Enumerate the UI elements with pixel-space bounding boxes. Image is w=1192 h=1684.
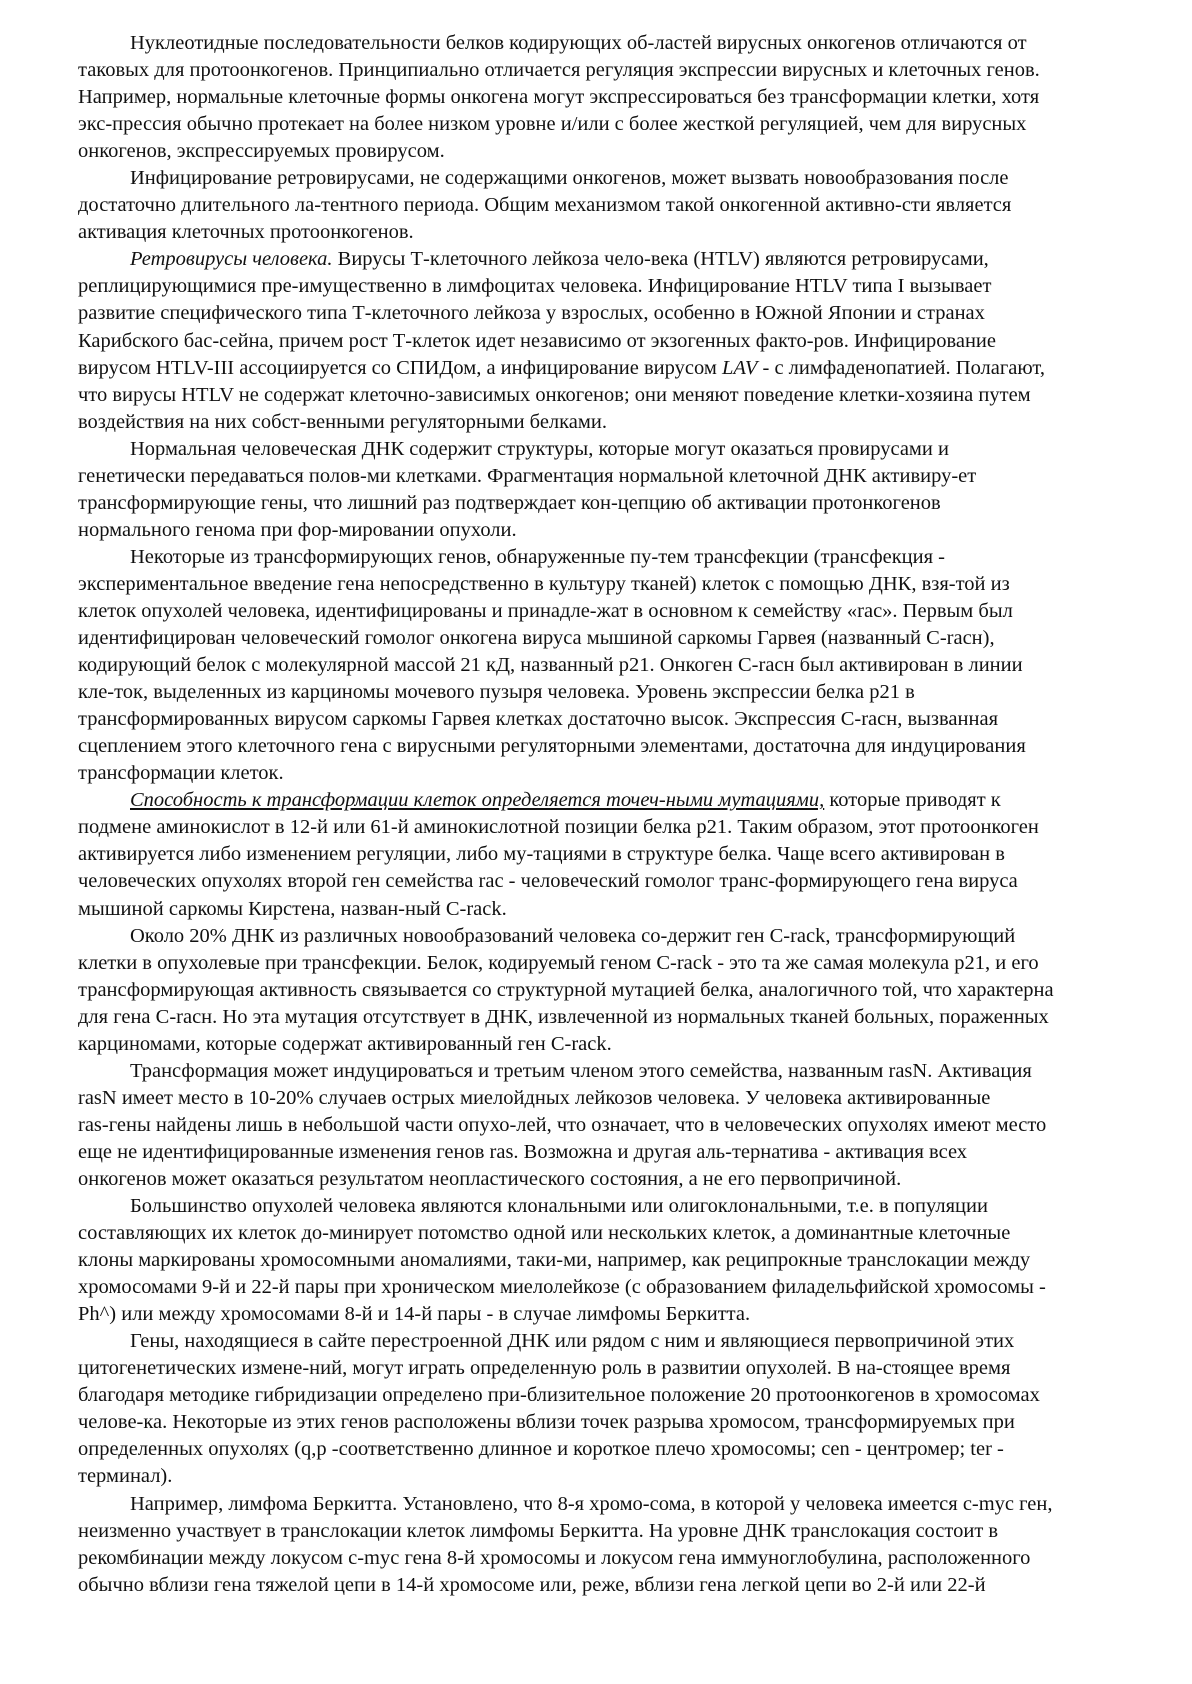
text-line: активация клеточных протоонкогенов. — [78, 221, 414, 244]
text-line: еще не идентифицированные изменения генов ras. Возможна и другая аль-тернатива - активация всех — [78, 1140, 968, 1163]
text-line: Некоторые из трансформирующих генов, обнаруженные пу-тем трансфекции (трансфекция - — [130, 545, 946, 568]
section-lead-italic: Ретровирусы человека. — [130, 248, 333, 271]
text-line: Например, лимфома Беркитта. Установлено, что 8-я хромо-сома, в которой у человека имеется c-myc ген, — [130, 1492, 1053, 1515]
text-fragment: вирусом HTLV-III ассоциируется со СПИДом, а инфицирование вирусом — [78, 356, 722, 379]
text-line: экспериментальное введение гена непосредственно в культуру тканей) клеток с помощью ДНК, взя-той из — [78, 572, 1010, 595]
text-line: терминал). — [78, 1465, 173, 1488]
text-line: реплицирующимися пре-имущественно в лимфоцитах человека. Инфицирование HTLV типа I вызывает — [78, 275, 992, 298]
text-line: Большинство опухолей человека являются клональными или олигоклональными, т.е. в популяции — [130, 1195, 988, 1218]
text-line: человеческих опухолях второй ген семейства rac - человеческий гомолог транс-формирующего гена вируса — [78, 870, 1018, 893]
text-line: цитогенетических измене-ний, могут играть определенную роль в развитии опухолей. В на-стоящее время — [78, 1357, 1011, 1380]
text-line: Ph^) или между хромосомами 8-й и 14-й пары - в случае лимфомы Беркитта. — [78, 1303, 751, 1326]
text-line: благодаря методике гибридизации определено при-близительное положение 20 протоонкогенов в хромосомах — [78, 1384, 1040, 1407]
paragraph-5 — [78, 544, 1160, 787]
text-line: что вирусы HTLV не содержат клеточно-зависимых онкогенов; они меняют поведение клетки-хозяина путем — [78, 383, 1031, 406]
text-line — [78, 246, 1160, 273]
text-line: rasN имеет место в 10-20% случаев острых миелойдных лейкозов человека. У человека активированные — [78, 1086, 991, 1109]
text-line: хромосомами 9-й и 22-й пары при хроническом миелолейкозе (с образованием филадельфийской хромосомы - — [78, 1276, 1046, 1299]
text-line: генетически передаваться полов-ми клетками. Фрагментация нормальной клеточной ДНК активиру-ет — [78, 464, 977, 487]
paragraph-9 — [78, 1193, 1160, 1328]
text-line: воздействия на них собст-венными регуляторными белками. — [78, 410, 607, 433]
text-line — [78, 787, 1160, 814]
text-line: онкогенов может оказаться результатом неопластического состояния, а не его первопричиной. — [78, 1167, 902, 1190]
text-line: Инфицирование ретровирусами, не содержащими онкогенов, может вызвать новообразования после — [130, 167, 1009, 190]
text-line: Гены, находящиеся в сайте перестроенной ДНК или рядом с ним и являющиеся первопричиной этих — [130, 1330, 1015, 1353]
text-line: таковых для протоонкогенов. Принципиально отличается регуляция экспрессии вирусных и клеточных генов. — [78, 59, 1040, 82]
text-line: мышиной саркомы Кирстена, назван-ный C-rack. — [78, 897, 507, 920]
text-line: достаточно длительного ла-тентного периода. Общим механизмом такой онкогенной активно-сти является — [78, 194, 1012, 217]
paragraph-2 — [78, 165, 1160, 246]
text-line: карциномами, которые содержат активированный ген C-rack. — [78, 1032, 612, 1055]
paragraph-11 — [78, 1491, 1160, 1599]
text-fragment: - с лимфаденопатией. Полагают, — [757, 356, 1045, 379]
section-lead-italic-underlined: Способность к трансформации клеток определяется точеч-ными мутациями, — [130, 789, 825, 812]
text-line: челове-ка. Некоторые из этих генов расположены вблизи точек разрыва хромосом, трансформируемых при — [78, 1411, 1015, 1434]
text-line: онкогенов, экспрессируемых провирусом. — [78, 140, 445, 163]
text-line: ras-гены найдены лишь в небольшой части опухо-лей, что означает, что в человеческих опухолях имеют место — [78, 1113, 1047, 1136]
text-line — [78, 355, 1160, 382]
text-line: трансформирующие гены, что лишний раз подтверждает кон-цепцию об активации протонкогенов — [78, 491, 941, 514]
paragraph-3 — [78, 246, 1160, 435]
text-line: Около 20% ДНК из различных новообразований человека со-держит ген C-rack, трансформирующий — [130, 924, 1016, 947]
text-line: составляющих их клеток до-минирует потомство одной или нескольких клеток, а доминантные клеточные — [78, 1222, 1011, 1245]
text-line: трансформированных вирусом саркомы Гарвея клетках достаточно высок. Экспрессия C-racн, вызванная — [78, 708, 998, 731]
text-line: сцеплением этого клеточного гена с вирусными регуляторными элементами, достаточна для индуцирования — [78, 735, 1026, 758]
text-line: развитие специфического типа Т-клеточного лейкоза у взрослых, особенно в Южной Японии и странах — [78, 302, 985, 325]
text-line: клоны маркированы хромосомными аномалиями, таки-ми, например, как реципрокные транслокации между — [78, 1249, 1031, 1272]
paragraph-1 — [78, 30, 1160, 165]
text-line: трансформирующая активность связывается со структурной мутацией белка, аналогичного той, что характерна — [78, 978, 1054, 1001]
text-line: для гена C-racн. Но эта мутация отсутствует в ДНК, извлеченной из нормальных тканей больных, пораженных — [78, 1005, 1049, 1028]
text-fragment: которые приводят к — [824, 789, 1001, 812]
text-line: Например, нормальные клеточные формы онкогена могут экспрессироваться без трансформации клетки, хотя — [78, 86, 1040, 109]
text-line: идентифицирован человеческий гомолог онкогена вируса мышиной саркомы Гарвея (названный C-racн), — [78, 627, 995, 650]
paragraph-7 — [78, 923, 1160, 1058]
text-line: подмене аминокислот в 12-й или 61-й аминокислотной позиции белка p21. Таким образом, этот протоонкоген — [78, 816, 1039, 839]
text-line: клетки в опухолевые при трансфекции. Белок, кодируемый геном C-rack - это та же самая молекула p21, и его — [78, 951, 1039, 974]
text-line: активируется либо изменением регуляции, либо му-тациями в структуре белка. Чаще всего активирован в — [78, 843, 1005, 866]
text-line: экс-прессия обычно протекает на более низком уровне и/или с более жесткой регуляцией, чем для вирусных — [78, 113, 1027, 136]
text-line: кле-ток, выделенных из карциномы мочевого пузыря человека. Уровень экспрессии белка p21 в — [78, 681, 915, 704]
text-line: кодирующий белок с молекулярной массой 21 кД, названный p21. Онкоген C-racн был активирован в линии — [78, 654, 1023, 677]
text-line: нормального генома при фор-мировании опухоли. — [78, 518, 517, 541]
text-line: клеток опухолей человека, идентифицированы и принадле-жат в основном к семейству «rac». Первым был — [78, 599, 1013, 622]
text-line: трансформации клеток. — [78, 762, 284, 785]
text-line: Карибского бас-сейна, причем рост Т-клеток идет независимо от экзогенных факто-ров. Инфицирование — [78, 329, 996, 352]
text-line: определенных опухолях (q,p -соответственно длинное и короткое плечо хромосомы; cen - центромер; ter - — [78, 1438, 1004, 1461]
text-line: обычно вблизи гена тяжелой цепи в 14-й хромосоме или, реже, вблизи гена легкой цепи во 2-й или 22-й — [78, 1573, 986, 1596]
text-line: рекомбинации между локусом c-myc гена 8-й хромосомы и локусом гена иммуноглобулина, расположенного — [78, 1546, 1031, 1569]
document-page — [78, 30, 1160, 1599]
paragraph-10 — [78, 1328, 1160, 1490]
paragraph-6 — [78, 787, 1160, 922]
paragraph-8 — [78, 1058, 1160, 1193]
virus-name-italic: LAV — [721, 356, 758, 379]
text-line: неизменно участвует в транслокации клеток лимфомы Беркитта. На уровне ДНК транслокация состоит в — [78, 1519, 999, 1542]
text-line: Нормальная человеческая ДНК содержит структуры, которые могут оказаться провирусами и — [130, 437, 949, 460]
paragraph-4 — [78, 436, 1160, 544]
text-fragment: Вирусы Т-клеточного лейкоза чело-века (HTLV) являются ретровирусами, — [332, 248, 989, 271]
text-line: Трансформация может индуцироваться и третьим членом этого семейства, названным rasN. Активация — [130, 1059, 1032, 1082]
text-line: Нуклеотидные последовательности белков кодирующих об-ластей вирусных онкогенов отличаются от — [130, 32, 1027, 54]
